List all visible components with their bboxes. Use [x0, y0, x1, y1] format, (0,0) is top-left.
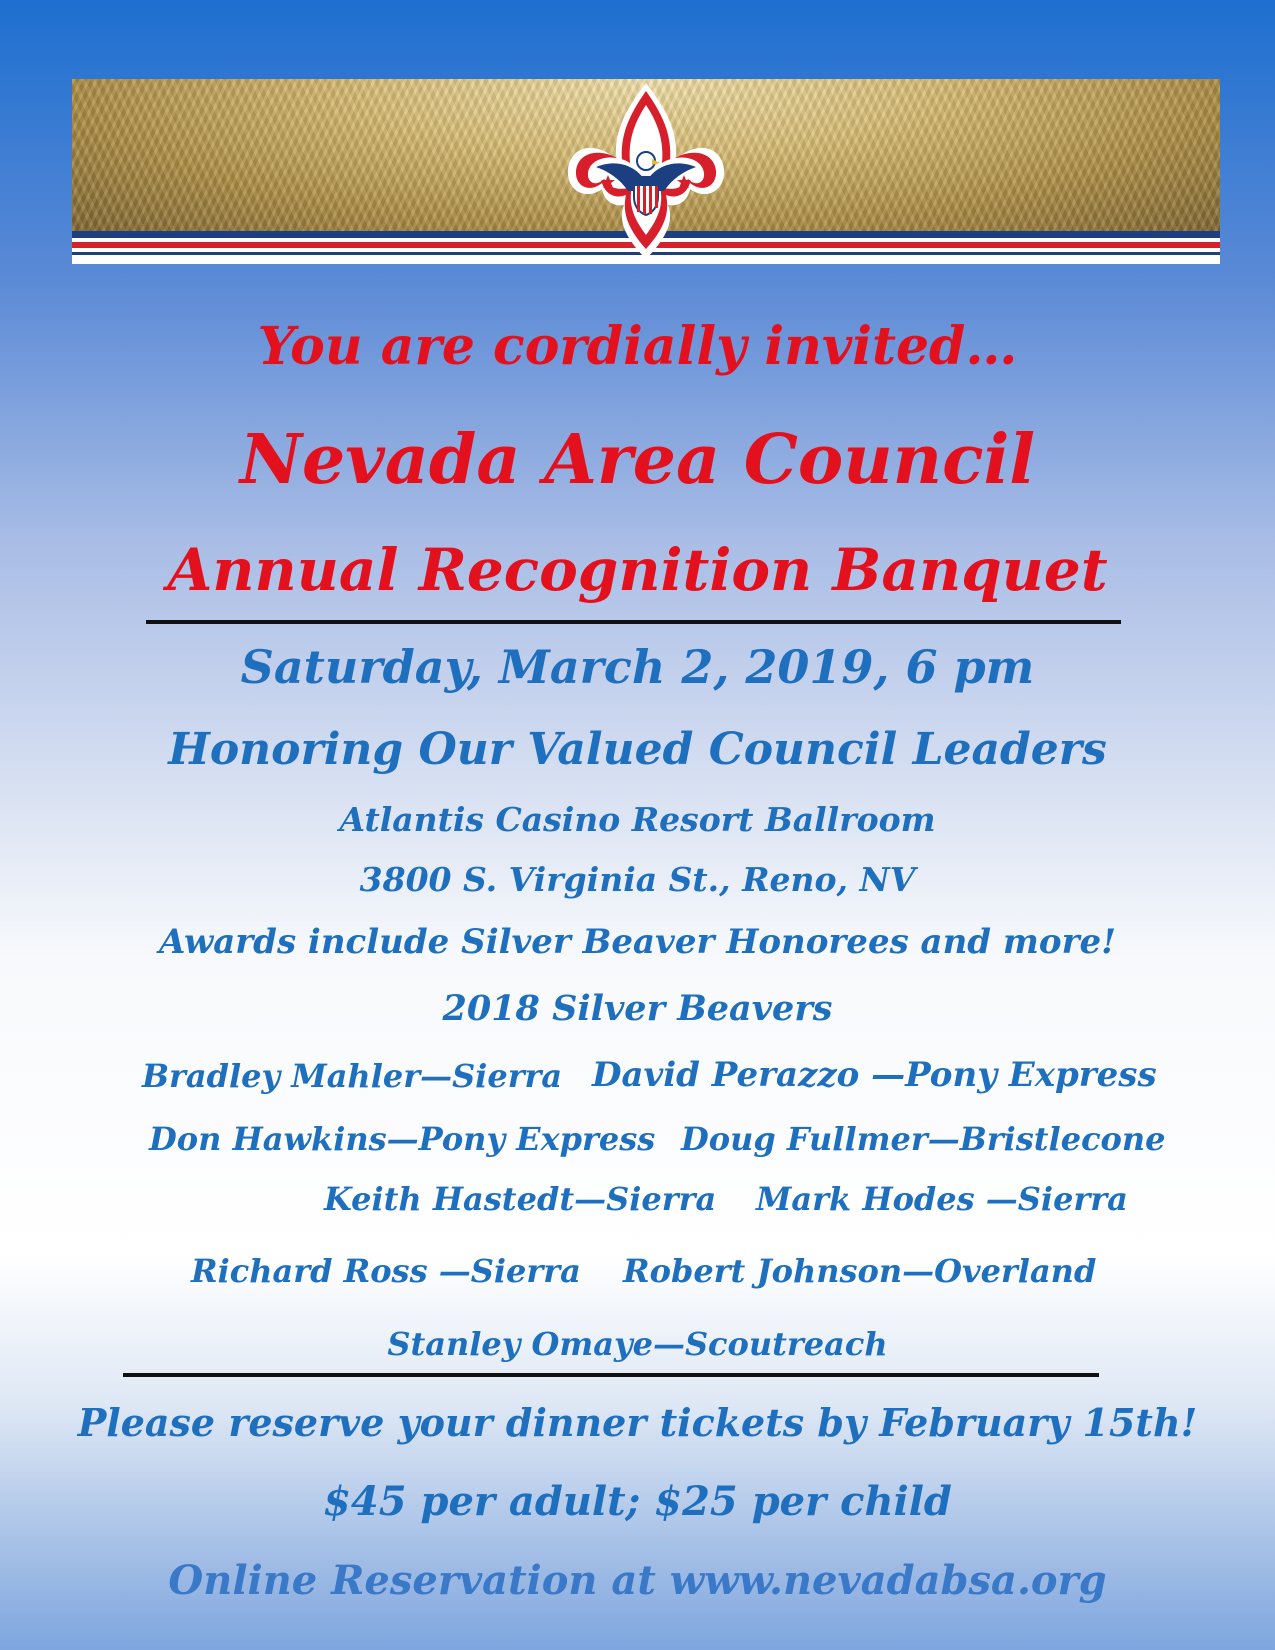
ticket-prices: $45 per adult; $25 per child: [323, 1478, 952, 1525]
divider-top: [146, 620, 1121, 624]
honoree-name: Richard Ross —Sierra: [191, 1252, 581, 1290]
reserve-line: Please reserve your dinner tickets by February 15th!: [77, 1400, 1198, 1445]
event-title: Annual Recognition Banquet: [167, 536, 1108, 604]
honoree-name: Keith Hastedt—Sierra: [324, 1180, 717, 1218]
honorees-heading: 2018 Silver Beavers: [442, 988, 833, 1029]
awards-line: Awards include Silver Beaver Honorees and more!: [158, 922, 1117, 962]
honoree-name: Don Hawkins—Pony Express: [149, 1120, 656, 1158]
council-title: Nevada Area Council: [239, 420, 1036, 500]
honoree-name: Mark Hodes —Sierra: [756, 1180, 1128, 1218]
event-date: Saturday, March 2, 2019, 6 pm: [240, 640, 1035, 694]
online-reservation-link[interactable]: Online Reservation at www.nevadabsa.org: [168, 1557, 1107, 1604]
honoree-name: Stanley Omaye—Scoutreach: [387, 1325, 888, 1363]
honoring-line: Honoring Our Valued Council Leaders: [168, 724, 1107, 775]
honoree-name: Robert Johnson—Overland: [623, 1252, 1097, 1290]
invitation-line: You are cordially invited…: [257, 316, 1018, 377]
divider-bottom: [123, 1373, 1099, 1377]
venue-address: 3800 S. Virginia St., Reno, NV: [359, 860, 916, 899]
header-banner: [72, 79, 1220, 264]
venue-name: Atlantis Casino Resort Ballroom: [339, 800, 936, 839]
honoree-name: Bradley Mahler—Sierra: [142, 1057, 563, 1095]
honoree-name: Doug Fullmer—Bristlecone: [681, 1120, 1166, 1158]
fleur-de-lis-eagle-logo: [556, 79, 736, 264]
honoree-name: David Perazzo —Pony Express: [592, 1055, 1157, 1095]
